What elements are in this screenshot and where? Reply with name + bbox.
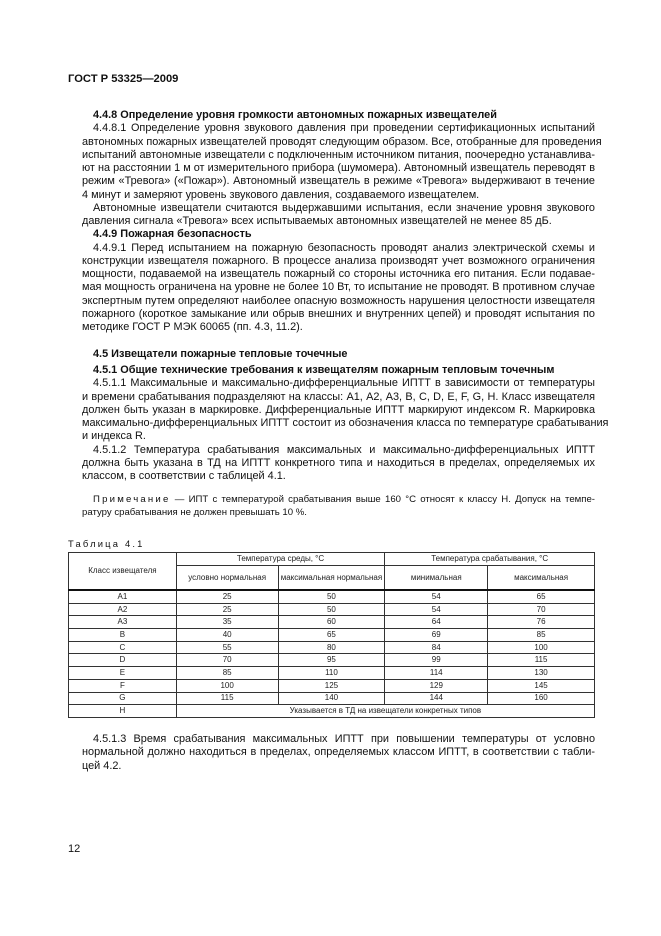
- group-header-env: Температура среды, °С: [176, 553, 385, 566]
- document-header: ГОСТ Р 53325—2009: [68, 73, 179, 85]
- value-cell: 115: [488, 654, 595, 667]
- class-cell: D: [69, 654, 177, 667]
- value-cell: 54: [385, 603, 488, 616]
- col-header: максимальная: [488, 566, 595, 591]
- table-4-1: [68, 552, 595, 718]
- table-row: [69, 654, 595, 667]
- value-cell: 145: [488, 679, 595, 692]
- section-heading: 4.5.1 Общие технические требования к извещателям пожарным тепловым точечным: [93, 364, 555, 376]
- class-cell: H: [69, 705, 177, 718]
- value-cell: 70: [488, 603, 595, 616]
- page-number: 12: [68, 843, 81, 855]
- value-cell: 84: [385, 641, 488, 654]
- value-cell: 54: [385, 590, 488, 603]
- section-4-5-heading: 4.5 Извещатели пожарные тепловые точечные: [93, 348, 348, 360]
- value-cell: 85: [488, 629, 595, 642]
- value-cell: 144: [385, 692, 488, 705]
- value-cell: 110: [278, 667, 385, 680]
- value-cell: 100: [488, 641, 595, 654]
- class-cell: E: [69, 667, 177, 680]
- paragraph-line: ют на расстоянии 1 м от измерительного прибора (шумомера). Автономный извещатель переводят в: [82, 162, 595, 174]
- paragraph-line: нормальной должно находиться в пределах, определяемых классом ИПТТ, в соответствии с табли-: [82, 746, 595, 759]
- value-cell: 80: [278, 641, 385, 654]
- value-cell: 160: [488, 692, 595, 705]
- paragraph-line: мощности, подаваемой на извещатель пожарный со стороны источника его питания. Если подавае-: [82, 268, 595, 280]
- note-line: — ИПТ с температурой срабатывания выше 160 °С относят к классу Н. Допуск на темпе-: [170, 494, 595, 505]
- table-row: [69, 629, 595, 642]
- value-cell: 100: [176, 679, 278, 692]
- paragraph-line: 4.4.8.1 Определение уровня звукового давления при проведении сертификационных испытаний: [93, 122, 595, 135]
- col-header: условно нормальная: [176, 566, 278, 591]
- table-row: [69, 641, 595, 654]
- paragraph-line: и времени срабатывания подразделяют на классы: А1, А2, А3, B, C, D, E, F, G, H. Класс извещателя: [82, 390, 595, 403]
- value-cell: 130: [488, 667, 595, 680]
- paragraph-line: конструкции извещателя пожарного. В процессе анализа производят учет возможного ограничения: [82, 254, 595, 267]
- class-cell: А3: [69, 616, 177, 629]
- table-row: [69, 603, 595, 616]
- paragraph-line: должна быть указана в ТД на ИПТТ конкретного типа и находиться в пределах, определяемых их: [82, 456, 595, 469]
- note-label: Примечание: [93, 494, 171, 505]
- table-row: [69, 590, 595, 603]
- col-header: максимальная нормальная: [278, 566, 385, 591]
- paragraph-line: экспертным путем определяют наиболее опасную возможность нарушения целостности извещателя: [82, 294, 595, 307]
- value-cell: 64: [385, 616, 488, 629]
- value-cell: 70: [176, 654, 278, 667]
- paragraph-line: максимально-дифференциальных ИПТТ состоит из обозначения класса по температуре срабатывания: [82, 417, 609, 429]
- paragraph-line: 4.5.1.2 Температура срабатывания максимальных и максимально-дифференциальных ИПТТ: [93, 443, 595, 456]
- section-4-5-1: [82, 364, 609, 483]
- section-4-5-1-3: [82, 733, 595, 773]
- paragraph-line: пожарного (короткое замыкание или обрыв внешних и внутренних цепей) и проводят испытания по: [82, 307, 595, 320]
- table-row: [69, 667, 595, 680]
- value-cell: 60: [278, 616, 385, 629]
- paragraph-line: испытаний автономные извещатели с подключенным источником питания, поочередно устанавлива-: [82, 148, 595, 161]
- class-cell: F: [69, 679, 177, 692]
- value-cell: 25: [176, 590, 278, 603]
- paragraph-line: и индекса R.: [82, 430, 146, 443]
- paragraph-line: 4.4.9.1 Перед испытанием на пожарную безопасность проводят анализ электрической схемы и: [93, 241, 595, 254]
- value-cell: 35: [176, 616, 278, 629]
- section-4-4-8-4-4-9: [82, 109, 602, 334]
- value-cell: 99: [385, 654, 488, 667]
- note: [82, 493, 595, 519]
- note-line: ратуру срабатывания не должен превышать 10 %.: [82, 507, 307, 518]
- paragraph-line: классом, в соответствии с таблицей 4.1.: [82, 470, 286, 482]
- value-cell: 95: [278, 654, 385, 667]
- paragraph-line: 4 минут и замеряют уровень звукового давления, создаваемого извещателем.: [82, 188, 480, 201]
- group-header-trip: Температура срабатывания, °С: [385, 553, 595, 566]
- paragraph-line: 4.5.1.1 Максимальные и максимально-дифференциальные ИПТТ в зависимости от температуры: [93, 377, 595, 390]
- col-header: минимальная: [385, 566, 488, 591]
- value-cell: 76: [488, 616, 595, 629]
- section-heading: 4.4.9 Пожарная безопасность: [93, 228, 252, 241]
- value-cell: 114: [385, 667, 488, 680]
- paragraph-line: режим «Тревога» («Пожар»). Автономный извещатель в режиме «Тревога» выдерживают в течение: [82, 175, 595, 188]
- section-heading: 4.4.8 Определение уровня громкости автономных пожарных извещателей: [93, 109, 497, 121]
- table-row: [69, 692, 595, 705]
- value-cell: 50: [278, 603, 385, 616]
- paragraph-line: методике ГОСТ Р МЭК 60065 (пп. 4.3, 11.2).: [82, 321, 303, 333]
- col-header-class: Класс извещателя: [69, 553, 177, 591]
- value-cell: 140: [278, 692, 385, 705]
- value-cell: 25: [176, 603, 278, 616]
- paragraph-line: 4.5.1.3 Время срабатывания максимальных ИПТТ при повышении температуры от условно: [93, 733, 595, 745]
- class-cell: А2: [69, 603, 177, 616]
- table-row: [69, 705, 595, 718]
- paragraph-line: автономных пожарных извещателей проводят следующим образом. Все, отобранные для проведения: [82, 135, 602, 148]
- merged-cell: Указывается в ТД на извещатели конкретных типов: [176, 705, 594, 718]
- value-cell: 85: [176, 667, 278, 680]
- paragraph-line: давления сигнала «Тревога» всех испытываемых автономных извещателей не менее 85 дБ.: [82, 215, 552, 227]
- class-cell: G: [69, 692, 177, 705]
- paragraph-line: должен быть указан в маркировке. Дифференциальные ИПТТ маркируют индексом R. Маркировка: [82, 403, 595, 416]
- value-cell: 40: [176, 629, 278, 642]
- table-row: [69, 616, 595, 629]
- value-cell: 65: [488, 590, 595, 603]
- value-cell: 65: [278, 629, 385, 642]
- table-caption: Таблица 4.1: [68, 538, 145, 549]
- table-row: [69, 679, 595, 692]
- class-cell: C: [69, 641, 177, 654]
- class-cell: А1: [69, 590, 177, 603]
- value-cell: 125: [278, 679, 385, 692]
- paragraph-line: цей 4.2.: [82, 759, 122, 772]
- value-cell: 55: [176, 641, 278, 654]
- value-cell: 115: [176, 692, 278, 705]
- value-cell: 129: [385, 679, 488, 692]
- value-cell: 50: [278, 590, 385, 603]
- paragraph-line: мая мощность ограничена на уровне не более 10 Вт, то испытание не проводят. В противном случае: [82, 281, 595, 294]
- paragraph-line: Автономные извещатели считаются выдержавшими испытания, если значение уровня звукового: [93, 201, 595, 214]
- value-cell: 69: [385, 629, 488, 642]
- class-cell: B: [69, 629, 177, 642]
